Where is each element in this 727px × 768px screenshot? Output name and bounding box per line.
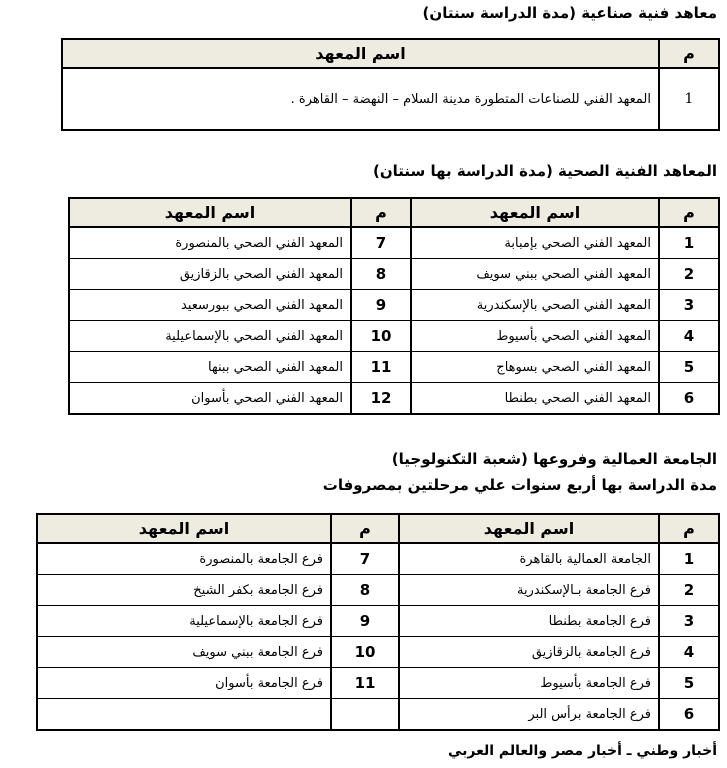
table-header-cell-name: اسم المعهد xyxy=(62,39,659,68)
cell-institute-name: المعهد الفني الصحي ببني سويف xyxy=(411,259,659,290)
cell-institute-name: فرع الجامعة بطنطا xyxy=(399,606,659,637)
cell-number: 1 xyxy=(659,227,719,259)
cell-institute-name: المعهد الفني الصحي بسوهاج xyxy=(411,352,659,383)
cell-number: 4 xyxy=(659,321,719,352)
table-row xyxy=(37,543,719,575)
table-row xyxy=(37,606,719,637)
cell-number xyxy=(331,699,399,731)
cell-number: 10 xyxy=(351,321,411,352)
cell-institute-name: فرع الجامعة ببني سويف xyxy=(37,637,331,668)
cell-institute-name: المعهد الفني الصحي بأسيوط xyxy=(411,321,659,352)
cell-institute-name: فرع الجامعة بالزقازيق xyxy=(399,637,659,668)
cell-number: 5 xyxy=(659,352,719,383)
industrial-institutes-table xyxy=(61,38,720,131)
cell-number: 7 xyxy=(351,227,411,259)
cell-institute-name: المعهد الفني الصحي بإمبابة xyxy=(411,227,659,259)
table-header-cell-number: م xyxy=(659,514,719,543)
cell-institute-name: المعهد الفني الصحي بالمنصورة xyxy=(69,227,351,259)
table-header-cell-number: م xyxy=(331,514,399,543)
cell-institute-name: المعهد الفني الصحي ببنها xyxy=(69,352,351,383)
cell-number: 9 xyxy=(351,290,411,321)
cell-number: 6 xyxy=(659,699,719,731)
cell-number: 11 xyxy=(351,352,411,383)
cell-institute-name: المعهد الفني الصحي بطنطا xyxy=(411,383,659,415)
table-row xyxy=(69,383,719,415)
cell-institute-name: المعهد الفني الصحي بالإسماعيلية xyxy=(69,321,351,352)
table-row xyxy=(37,668,719,699)
cell-number: 2 xyxy=(659,259,719,290)
section-title-industrial: معاهد فنية صناعية (مدة الدراسة سنتان) xyxy=(422,4,717,22)
cell-institute-name: الجامعة العمالية بالقاهرة xyxy=(399,543,659,575)
cell-number: 8 xyxy=(351,259,411,290)
cell-institute-name: فرع الجامعة بكفر الشيخ xyxy=(37,575,331,606)
cell-institute-name: فرع الجامعة برأس البر xyxy=(399,699,659,731)
footer-text: أخبار وطني ـ أخبار مصر والعالم العربي xyxy=(447,743,717,759)
table-header-cell-name: اسم المعهد xyxy=(37,514,331,543)
cell-institute-name: فرع الجامعة بالإسماعيلية xyxy=(37,606,331,637)
cell-number: 7 xyxy=(331,543,399,575)
workers-university-table xyxy=(36,513,720,731)
cell-number: 10 xyxy=(331,637,399,668)
table-header-cell-name: اسم المعهد xyxy=(399,514,659,543)
cell-number: 6 xyxy=(659,383,719,415)
table-header-row xyxy=(69,198,719,227)
table-row xyxy=(37,575,719,606)
table-header-cell-number: م xyxy=(659,39,719,68)
cell-number: 1 xyxy=(659,543,719,575)
section-title-health: المعاهد الفنية الصحية (مدة الدراسة بها سنتان) xyxy=(372,162,717,180)
section-title-workers-university-line2: مدة الدراسة بها أربع سنوات علي مرحلتين بمصروفات xyxy=(322,476,717,494)
cell-number: 12 xyxy=(351,383,411,415)
table-row xyxy=(69,321,719,352)
cell-institute-name: المعهد الفني الصحي بأسوان xyxy=(69,383,351,415)
table-row xyxy=(37,699,719,731)
cell-number: 4 xyxy=(659,637,719,668)
cell-institute-name: المعهد الفني للصناعات المتطورة مدينة السلام – النهضة – القاهرة . xyxy=(62,68,659,130)
table-header-row xyxy=(62,39,719,68)
table-header-cell-number: م xyxy=(659,198,719,227)
cell-number: 2 xyxy=(659,575,719,606)
table-header-cell-name: اسم المعهد xyxy=(411,198,659,227)
table-header-row xyxy=(37,514,719,543)
cell-institute-name xyxy=(37,699,331,731)
table-row xyxy=(69,227,719,259)
cell-number: 3 xyxy=(659,606,719,637)
cell-number: 3 xyxy=(659,290,719,321)
cell-institute-name: فرع الجامعة بـالإسكندرية xyxy=(399,575,659,606)
cell-institute-name: المعهد الفني الصحي ببورسعيد xyxy=(69,290,351,321)
cell-number: 1 xyxy=(659,68,719,130)
table-header-cell-name: اسم المعهد xyxy=(69,198,351,227)
health-institutes-table xyxy=(68,197,720,415)
cell-institute-name: المعهد الفني الصحي بالإسكندرية xyxy=(411,290,659,321)
cell-number: 8 xyxy=(331,575,399,606)
table-row xyxy=(69,352,719,383)
cell-number: 11 xyxy=(331,668,399,699)
table-row xyxy=(37,637,719,668)
cell-institute-name: فرع الجامعة بالمنصورة xyxy=(37,543,331,575)
cell-institute-name: فرع الجامعة بأسوان xyxy=(37,668,331,699)
cell-institute-name: المعهد الفني الصحي بالزقازيق xyxy=(69,259,351,290)
table-header-cell-number: م xyxy=(351,198,411,227)
section-title-workers-university-line1: الجامعة العمالية وفروعها (شعبة التكنولوجيا) xyxy=(391,450,717,468)
cell-number: 5 xyxy=(659,668,719,699)
table-row xyxy=(69,290,719,321)
cell-number: 9 xyxy=(331,606,399,637)
table-row xyxy=(62,68,719,130)
table-row xyxy=(69,259,719,290)
cell-institute-name: فرع الجامعة بأسيوط xyxy=(399,668,659,699)
